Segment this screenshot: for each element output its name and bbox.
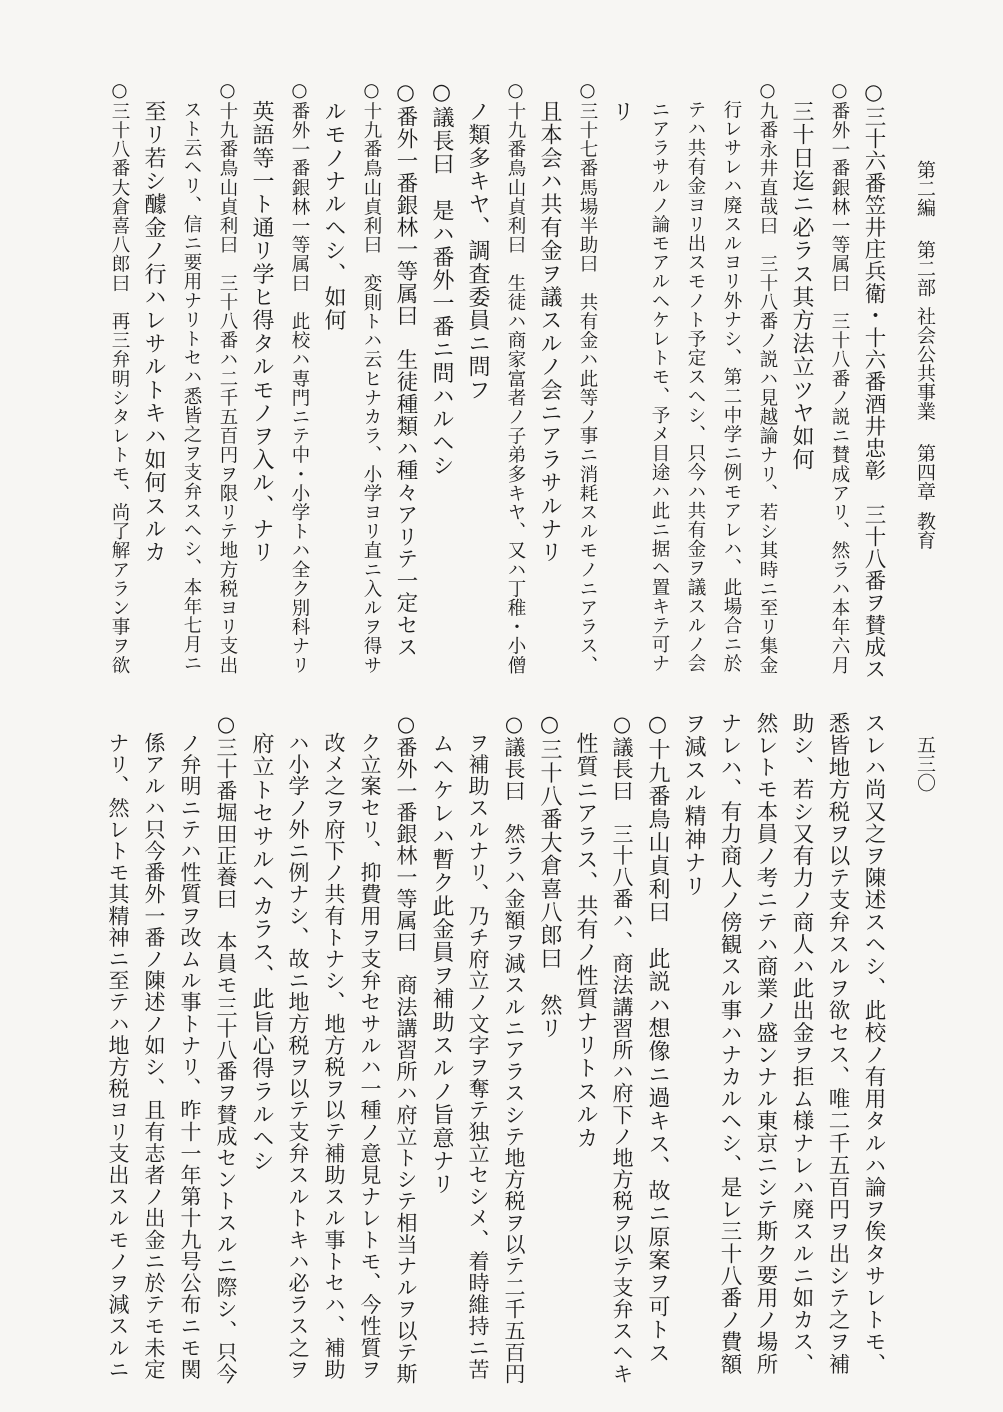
text-column: ○三十番堀田正養曰 本員モ三十八番ヲ賛成セントスルニ際シ、只今	[214, 712, 238, 1385]
text-column: ○三十七番馬場半助曰 共有金ハ此等ノ事ニ消耗スルモノニアラス、	[577, 80, 598, 675]
text-column: スト云ヘリ、信ニ要用ナリトセハ悉皆之ヲ支弁スヘシ、本年七月ニ	[181, 100, 202, 673]
text-column: ナリ、然レトモ其精神ニ至テハ地方税ヨリ支出スルモノヲ減スルニ	[106, 732, 130, 1380]
section-label: 社会公共事業	[914, 306, 936, 421]
text-column: 三十日迄ニ必ラス其方法立ツヤ如何	[789, 100, 814, 472]
text-column: ○議長曰 三十八番ハ、商法講習所ハ府下ノ地方税ヲ以テ支弁スヘキ	[610, 712, 634, 1385]
book-label: 第二編	[914, 160, 936, 217]
text-column: ○十九番鳥山貞利曰 此説ハ想像ニ過キス、故ニ原案ヲ可トス	[645, 712, 670, 1365]
text-column: 至リ若シ醵金ノ行ハレサルトキハ如何スルカ	[141, 100, 166, 564]
text-column: 助シ、若シ又有力ノ商人ハ此出金ヲ拒ム様ナレハ廃スルニ如カス、	[789, 712, 814, 1375]
chapter-label: 第四章	[914, 443, 936, 501]
text-column: ○三十八番大倉喜八郎曰 再三弁明シタレトモ、尚了解アラン事ヲ欲	[109, 80, 130, 675]
text-column: ○十九番鳥山貞利曰 生徒ハ商家富者ノ子弟多キヤ、又ハ丁稚・小僧	[505, 80, 526, 675]
text-column: 且本会ハ共有金ヲ議スルノ会ニアラサルナリ	[537, 100, 562, 564]
text-column: ○十九番鳥山貞利曰 三十八番ハ二千五百円ヲ限リテ地方税ヨリ支出	[217, 80, 238, 675]
subject-label: 教育	[914, 511, 936, 550]
text-column: テハ共有金ヨリ出スモノト予定スヘシ、只今ハ共有金ヲ議スルノ会	[685, 100, 706, 673]
text-column: ○三十八番大倉喜八郎曰 然リ	[537, 712, 562, 1040]
text-column: 行レサレハ廃スルヨリ外ナシ、第二中学ニ例モアレハ、此場合ニ於	[721, 100, 742, 673]
text-column: ヲ減スル精神ナリ	[681, 712, 706, 898]
text-column: 府立トセサルヘカラス、此旨心得ラルヘシ	[249, 732, 274, 1173]
text-column: 改メ之ヲ府下ノ共有トナシ、地方税ヲ以テ補助スル事トセハ、補助	[322, 732, 346, 1380]
text-column: 係アルハ只今番外一番ノ陳述ノ如シ、且有志者ノ出金ニ於テモ未定	[142, 732, 166, 1380]
page-number: 五三〇	[914, 735, 936, 792]
text-column: ○番外一番銀林一等属曰 三十八番ノ説ニ賛成アリ、然ラハ本年六月	[829, 80, 850, 675]
text-column: ○九番永井直哉曰 三十八番ノ説ハ見越論ナリ、若シ其時ニ至リ集金	[757, 80, 778, 675]
text-column: ○議長曰 是ハ番外一番ニ問ハルヘシ	[429, 80, 454, 478]
text-column: ルモノナルヘシ、如何	[321, 100, 346, 332]
text-column: リ	[609, 100, 634, 124]
text-column: ○三十六番笠井庄兵衛・十六番酒井忠彰 三十八番ヲ賛成ス	[861, 80, 886, 681]
text-column: ナレハ、有力商人ノ傍観スル事ハナカルヘシ、是レ三十八番ノ費額	[717, 712, 742, 1375]
part-label: 第二部	[914, 239, 936, 297]
text-column: ヲ補助スルナリ、乃チ府立ノ文字ヲ奪テ独立セシメ、着時維持ニ苦	[466, 732, 490, 1380]
text-column: ク立案セリ、抑費用ヲ支弁セサルハ一種ノ意見ナレトモ、今性質ヲ	[358, 732, 382, 1380]
text-column: ○番外一番銀林一等属曰 此校ハ専門ニテ中・小学トハ全ク別科ナリ	[289, 80, 310, 675]
running-header	[912, 160, 934, 549]
text-column: ニアラサルノ論モアルヘケレトモ、予メ目途ハ此ニ据ヘ置キテ可ナ	[649, 100, 670, 673]
text-column: ○番外一番銀林一等属曰 生徒種類ハ種々アリテ一定セス	[393, 80, 418, 659]
text-column: ○十九番鳥山貞利曰 変則トハ云ヒナカラ、小学ヨリ直ニ入ルヲ得サ	[361, 80, 382, 675]
text-column: スレハ尚又之ヲ陳述スヘシ、此校ノ有用タルハ論ヲ俟タサレトモ、	[861, 712, 886, 1375]
text-column: 性質ニアラス、共有ノ性質ナリトスルカ	[573, 732, 598, 1150]
text-column: ノ類多キヤ、調査委員ニ問フ	[465, 100, 490, 402]
text-column: ○議長曰 然ラハ金額ヲ減スルニアラスシテ地方税ヲ以テ二千五百円	[502, 712, 526, 1385]
text-column: ムヘケレハ暫ク此金員ヲ補助スルノ旨意ナリ	[429, 732, 454, 1196]
text-column: 悉皆地方税ヲ以テ支弁スルヲ欲セス、唯二千五百円ヲ出シテ之ヲ補	[825, 712, 850, 1375]
text-column: ハ小学ノ外ニ例ナシ、故ニ地方税ヲ以テ支弁スルトキハ必ラス之ヲ	[286, 732, 310, 1380]
text-column: ノ弁明ニテハ性質ヲ改ムル事トナリ、昨十一年第十九号公布ニモ関	[178, 732, 202, 1380]
text-column: ○番外一番銀林一等属曰 商法講習所ハ府立トシテ相当ナルヲ以テ斯	[394, 712, 418, 1385]
text-column: 然レトモ本員ノ考ニテハ商業ノ盛ンナル東京ニシテ斯ク要用ノ場所	[753, 712, 778, 1375]
text-column: 英語等一ト通リ学ヒ得タルモノヲ入ル、ナリ	[249, 100, 274, 564]
